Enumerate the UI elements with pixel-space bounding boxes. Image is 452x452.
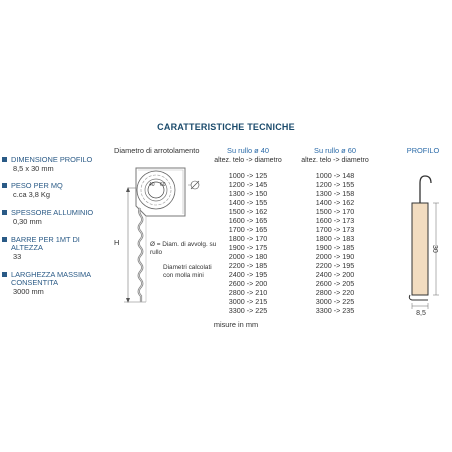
table-row: 1300 -> 158 (315, 189, 355, 198)
table-row: 2200 -> 185 (228, 261, 268, 270)
col60-subtitle: altez. telo -> diametro (301, 157, 369, 164)
table-row: 1400 -> 162 (315, 198, 355, 207)
table-row: 1500 -> 170 (315, 207, 355, 216)
table-row: 2600 -> 205 (315, 279, 355, 288)
col60-title: Su rullo ø 60 (314, 146, 356, 155)
col40-title: Su rullo ø 40 (227, 146, 269, 155)
diameter-note-text: = Diam. di avvolg. su rullo (150, 241, 217, 256)
table-row: 2800 -> 210 (228, 288, 268, 297)
profile-drawing (398, 165, 452, 315)
diagram-heading: Diametro di arrotolamento (114, 146, 200, 155)
table-row: 2400 -> 195 (228, 270, 268, 279)
table-row: 3000 -> 225 (315, 297, 355, 306)
bullet-square-icon (2, 210, 7, 215)
spec-value: 3000 mm (13, 287, 44, 296)
spec-label: SPESSORE ALLUMINIO (11, 208, 94, 217)
spec-item-dimension (2, 156, 112, 173)
col60-list (300, 171, 370, 315)
table-row: 2000 -> 180 (228, 252, 268, 261)
table-row: 3000 -> 215 (228, 297, 268, 306)
page-title: CARATTERISTICHE TECNICHE (157, 122, 295, 132)
table-row: 2800 -> 220 (315, 288, 355, 297)
table-row: 2400 -> 200 (315, 270, 355, 279)
spec-value: 8,5 x 30 mm (13, 164, 54, 173)
table-row: 2200 -> 195 (315, 261, 355, 270)
table-row: 1400 -> 155 (228, 198, 268, 207)
table-row: 1800 -> 183 (315, 234, 355, 243)
spec-value: 33 (13, 252, 22, 261)
spec-value: c.ca 3,8 Kg (13, 190, 50, 199)
table-row: 1600 -> 165 (228, 216, 268, 225)
table-row: 1900 -> 185 (315, 243, 355, 252)
bullet-square-icon (2, 183, 7, 188)
spec-item-bars (2, 236, 97, 261)
table-row: 1000 -> 125 (228, 171, 268, 180)
spring-note: Diametri calcolati con molla mini (163, 264, 212, 279)
table-row: 2600 -> 200 (228, 279, 268, 288)
spec-label: PESO PER MQ (11, 181, 63, 190)
profile-heading: PROFILO (406, 146, 440, 155)
bullet-square-icon (2, 157, 7, 162)
diameter-symbol: Ø (150, 241, 155, 248)
profile-height-label: 30 (431, 245, 438, 253)
table-row: 1700 -> 173 (315, 225, 355, 234)
bullet-square-icon (2, 237, 7, 242)
spec-label: BARRE PER 1MT DI ALTEZZA (11, 235, 80, 252)
col40-list (213, 171, 283, 315)
roll-60-label: 60 (160, 182, 166, 188)
table-row: 1700 -> 165 (228, 225, 268, 234)
table-row: 1200 -> 155 (315, 180, 355, 189)
table-row: 2000 -> 190 (315, 252, 355, 261)
table-row: 1800 -> 170 (228, 234, 268, 243)
spec-label: LARGHEZZA MASSIMA CONSENTITA (11, 270, 91, 287)
roll-40-label: 40 (149, 182, 155, 188)
profile-body (412, 203, 428, 295)
diameter-note (150, 241, 220, 256)
table-row: 1900 -> 175 (228, 243, 268, 252)
profile-width-label: 8,5 (416, 310, 426, 317)
table-row: 3300 -> 225 (228, 306, 268, 315)
table-row: 3300 -> 235 (315, 306, 355, 315)
h-label: H (114, 238, 120, 247)
table-row: 1200 -> 145 (228, 180, 268, 189)
table-row: 1500 -> 162 (228, 207, 268, 216)
table-row: 1300 -> 150 (228, 189, 268, 198)
bullet-square-icon (2, 272, 7, 277)
spec-item-weight (2, 182, 112, 199)
spec-value: 0,30 mm (13, 217, 42, 226)
spec-item-thickness (2, 209, 112, 226)
profile-hook (420, 176, 431, 203)
col40-subtitle: altez. telo -> diametro (214, 157, 282, 164)
table-row: 1000 -> 148 (315, 171, 355, 180)
measures-footer: misure in mm (213, 320, 259, 329)
spec-label: DIMENSIONE PROFILO (11, 155, 93, 164)
table-row: 1600 -> 173 (315, 216, 355, 225)
spec-item-max-width (2, 271, 102, 296)
